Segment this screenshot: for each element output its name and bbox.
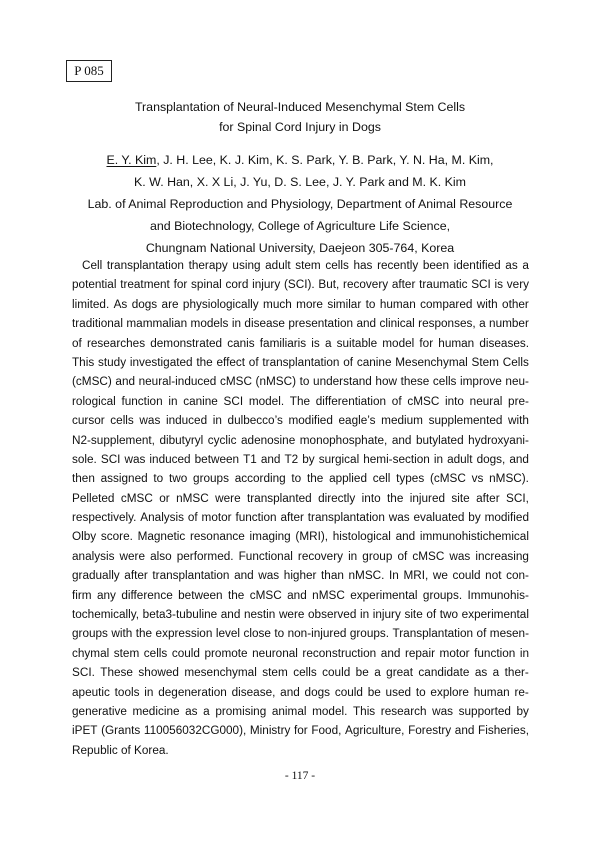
abstract-line: respectively. Analysis of motor function after transplantation was evaluated by modified bbox=[72, 511, 529, 525]
page-number: - 117 - bbox=[284, 770, 316, 782]
abstract-line: potential treatment for spinal cord injury (SCI). But, recovery after traumatic SCI is very bbox=[72, 278, 529, 292]
abstract-body bbox=[72, 256, 529, 760]
abstract-line: firm any difference between the cMSC and nMSC experimental groups. Immunohis- bbox=[72, 588, 529, 602]
affiliation-line-1: Lab. of Animal Reproduction and Physiology, Department of Animal Resource bbox=[87, 197, 513, 211]
title-line-1: Transplantation of Neural-Induced Mesenchymal Stem Cells bbox=[134, 100, 466, 114]
authors-line-1-rest: , J. H. Lee, K. J. Kim, K. S. Park, Y. B. Park, Y. N. Ha, M. Kim, bbox=[156, 153, 494, 167]
abstract-line: This study investigated the effect of transplantation of canine Mesenchymal Stem Cells bbox=[72, 355, 529, 369]
abstract-line: generative medicine as a promising animal model. This research was supported by bbox=[72, 704, 529, 718]
abstract-line: rological function in canine SCI model. The differentiation of cMSC into neural pre- bbox=[72, 394, 529, 408]
abstract-line: N2-supplement, dibutyryl cyclic adenosine monophosphate, and butylated hydroxyani- bbox=[72, 433, 529, 447]
authors-line-1 bbox=[0, 149, 600, 171]
abstract-line: gradually after transplantation and was higher than nMSC. In MRI, we could not con- bbox=[72, 569, 529, 583]
abstract-line: limited. As dogs are physiologically much more similar to human compared with other bbox=[72, 297, 529, 311]
paper-title bbox=[0, 97, 600, 137]
abstract-line: Republic of Korea. bbox=[72, 743, 169, 757]
abstract-line: then assigned to two groups according to the applied cell types (cMSC vs nMSC). bbox=[72, 472, 529, 486]
affiliation-line-3: Chungnam National University, Daejeon 305-764, Korea bbox=[145, 241, 455, 255]
abstract-line: of researches demonstrated canis familiaris is a suitable model for human diseases. bbox=[72, 336, 529, 350]
abstract-line: iPET (Grants 110056032CG000), Ministry for Food, Agriculture, Forestry and Fisheries, bbox=[72, 724, 529, 738]
abstract-line: SCI. These showed mesenchymal stem cells could be a great candidate as a ther- bbox=[72, 666, 529, 680]
abstract-line: cursor cells was induced in dulbecco’s modified eagle’s medium supplemented with bbox=[72, 414, 529, 428]
abstract-line: groups with the expression level close to non-injured groups. Transplantation of mesen- bbox=[72, 627, 529, 641]
authors-line-2: K. W. Han, X. X Li, J. Yu, D. S. Lee, J. Y. Park and M. K. Kim bbox=[134, 175, 466, 189]
title-line-2: for Spinal Cord Injury in Dogs bbox=[219, 120, 381, 134]
abstract-line: apeutic tools in degeneration disease, and dogs could be used to explore human re- bbox=[72, 685, 529, 699]
author-block bbox=[0, 149, 600, 259]
poster-code: P 085 bbox=[66, 60, 112, 82]
abstract-line: chymal stem cells could promote neuronal reconstruction and repair motor function in bbox=[72, 646, 529, 660]
abstract-line: Olby score. Magnetic resonance imaging (MRI), histological and immunohistichemical bbox=[72, 530, 529, 544]
abstract-line: traditional mammalian models in disease presentation and clinical responses, a number bbox=[72, 317, 529, 331]
abstract-line: Pelleted cMSC or nMSC were transplanted directly into the injured site after SCI, bbox=[72, 491, 529, 505]
abstract-line: Cell transplantation therapy using adult stem cells has recently been identified as a bbox=[82, 259, 529, 272]
affiliation-line-2: and Biotechnology, College of Agriculture Life Science, bbox=[149, 219, 451, 233]
abstract-line: tochemically, beta3-tubuline and nestin were observed in injury site of two experimental bbox=[72, 608, 529, 622]
presenting-author: E. Y. Kim bbox=[106, 153, 157, 167]
abstract-line: (cMSC) and neural-induced cMSC (nMSC) to understand how these cells improve neu- bbox=[72, 375, 529, 389]
abstract-line: analysis were also performed. Functional recovery in group of cMSC was increasing bbox=[72, 549, 529, 563]
abstract-line: sole. SCI was induced between T1 and T2 by surgical hemi-section in adult dogs, and bbox=[72, 452, 529, 466]
